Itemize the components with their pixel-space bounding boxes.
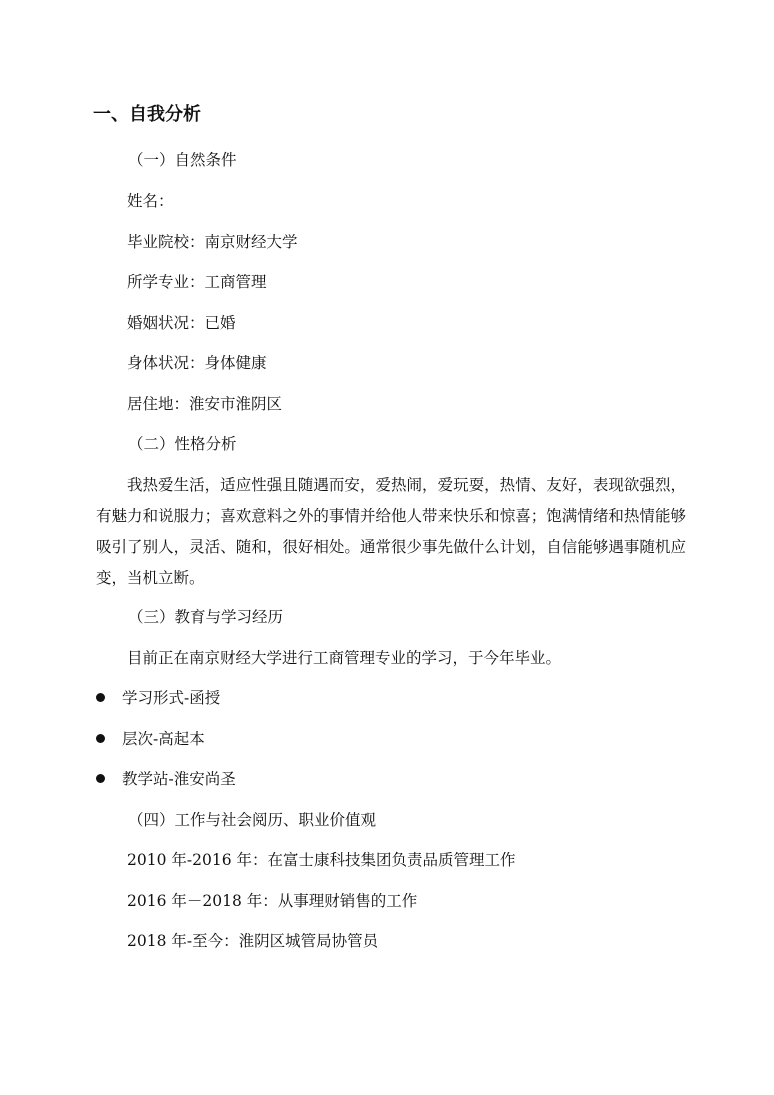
- health-line: 身体状况：身体健康: [127, 354, 267, 372]
- education-paragraph: 目前正在南京财经大学进行工商管理专业的学习，于今年毕业。: [127, 649, 562, 667]
- personality-heading: （二）性格分析: [128, 435, 237, 453]
- work-item: 2018 年-至今：淮阴区城管局协管员: [127, 932, 379, 950]
- major-line: 所学专业：工商管理: [127, 273, 267, 291]
- bullet-dot: [96, 734, 105, 743]
- personality-paragraph: 我热爱生活，适应性强且随遇而安，爱热闹，爱玩耍，热情、友好，表现欲强烈，有魅力和说服力；喜欢意料之外的事情并给他人带来快乐和惊喜；饱满情绪和热情能够吸引了别人，灵活、随和，很好相处。通常很少事先做什么计划，自信能够遇事随机应变，当机立断。: [96, 476, 686, 587]
- work-item: 2016 年－2018 年：从事理财销售的工作: [127, 892, 418, 910]
- bullet-item: 学习形式-函授: [122, 689, 221, 707]
- bullet-item: 教学站-淮安尚圣: [122, 770, 236, 788]
- bullet-dot: [96, 774, 105, 783]
- work-item: 2010 年-2016 年：在富士康科技集团负责品质管理工作: [127, 851, 516, 869]
- natural-heading: （一）自然条件: [128, 151, 237, 169]
- name-line: 姓名：: [127, 192, 174, 210]
- residence-line: 居住地：淮安市淮阴区: [127, 395, 283, 413]
- education-heading: （三）教育与学习经历: [128, 608, 284, 626]
- marital-line: 婚姻状况：已婚: [127, 314, 236, 332]
- section-title: 一、自我分析: [93, 104, 201, 125]
- bullet-dot: [96, 693, 105, 702]
- school-line: 毕业院校：南京财经大学: [127, 233, 298, 251]
- work-heading: （四）工作与社会阅历、职业价值观: [128, 811, 377, 829]
- bullet-item: 层次-高起本: [122, 730, 205, 748]
